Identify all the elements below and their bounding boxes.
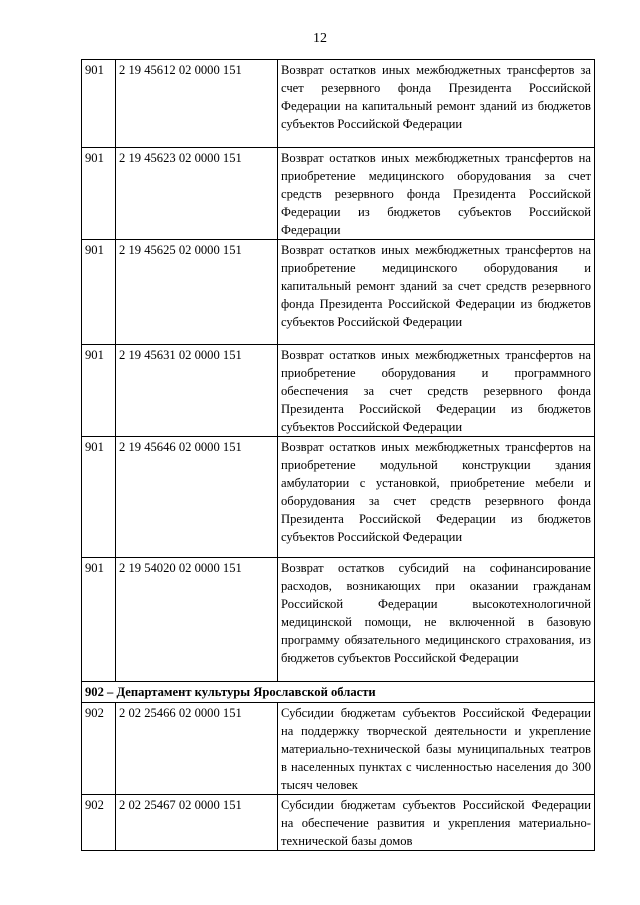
budget-code-cell: 2 19 45646 02 0000 151 xyxy=(116,437,278,558)
table-row xyxy=(82,148,595,240)
description-cell: Возврат остатков иных межбюджетных трансфертов на приобретение модульной конструкции здания амбулатории с установкой, приобретение мебели и оборудования за счет средств резервного фонда Президента Российской Федерации из бюджетов субъектов Российской Федерации xyxy=(278,437,595,558)
budget-code-cell: 2 19 54020 02 0000 151 xyxy=(116,558,278,682)
budget-code-cell: 2 02 25466 02 0000 151 xyxy=(116,703,278,795)
budget-code-cell: 2 19 45623 02 0000 151 xyxy=(116,148,278,240)
section-title: 902 – Департамент культуры Ярославской области xyxy=(82,682,595,703)
description-cell: Субсидии бюджетам субъектов Российской Федерации на обеспечение развития и укрепления материально-технической базы домов xyxy=(278,795,595,851)
description-cell: Возврат остатков иных межбюджетных трансфертов за счет резервного фонда Президента Российской Федерации на капитальный ремонт зданий из бюджетов субъектов Российской Федерации xyxy=(278,60,595,148)
admin-code-cell: 901 xyxy=(82,345,116,437)
budget-code-cell: 2 19 45625 02 0000 151 xyxy=(116,240,278,345)
budget-code-cell: 2 02 25467 02 0000 151 xyxy=(116,795,278,851)
admin-code-cell: 902 xyxy=(82,703,116,795)
budget-classification-table xyxy=(81,59,595,851)
table-row xyxy=(82,60,595,148)
description-cell: Возврат остатков иных межбюджетных трансфертов на приобретение оборудования и программного обеспечения за счет средств резервного фонда Президента Российской Федерации из бюджетов субъектов Российской Федерации xyxy=(278,345,595,437)
admin-code-cell: 901 xyxy=(82,240,116,345)
table-row xyxy=(82,240,595,345)
table-row xyxy=(82,345,595,437)
description-cell: Субсидии бюджетам субъектов Российской Федерации на поддержку творческой деятельности и укрепление материально-технической базы муниципальных театров в населенных пунктах с численностью населения до 300 тысяч человек xyxy=(278,703,595,795)
description-cell: Возврат остатков субсидий на софинансирование расходов, возникающих при оказании гражданам Российской Федерации высокотехнологичной медицинской помощи, не включенной в базовую программу обязательного медицинского страхования, из бюджетов субъектов Российской Федерации xyxy=(278,558,595,682)
table-row xyxy=(82,437,595,558)
description-cell: Возврат остатков иных межбюджетных трансфертов на приобретение медицинского оборудования за счет средств резервного фонда Президента Российской Федерации из бюджетов субъектов Российской Федерации xyxy=(278,148,595,240)
budget-code-cell: 2 19 45631 02 0000 151 xyxy=(116,345,278,437)
budget-code-cell: 2 19 45612 02 0000 151 xyxy=(116,60,278,148)
admin-code-cell: 901 xyxy=(82,558,116,682)
section-header-row xyxy=(82,682,595,703)
description-cell: Возврат остатков иных межбюджетных трансфертов на приобретение медицинского оборудования и капитальный ремонт зданий за счет средств резервного фонда Президента Российской Федерации из бюджетов субъектов Российской Федерации xyxy=(278,240,595,345)
admin-code-cell: 901 xyxy=(82,148,116,240)
admin-code-cell: 901 xyxy=(82,60,116,148)
table-row xyxy=(82,795,595,851)
table-row xyxy=(82,558,595,682)
page-number: 12 xyxy=(313,31,327,46)
table-row xyxy=(82,703,595,795)
admin-code-cell: 901 xyxy=(82,437,116,558)
admin-code-cell: 902 xyxy=(82,795,116,851)
